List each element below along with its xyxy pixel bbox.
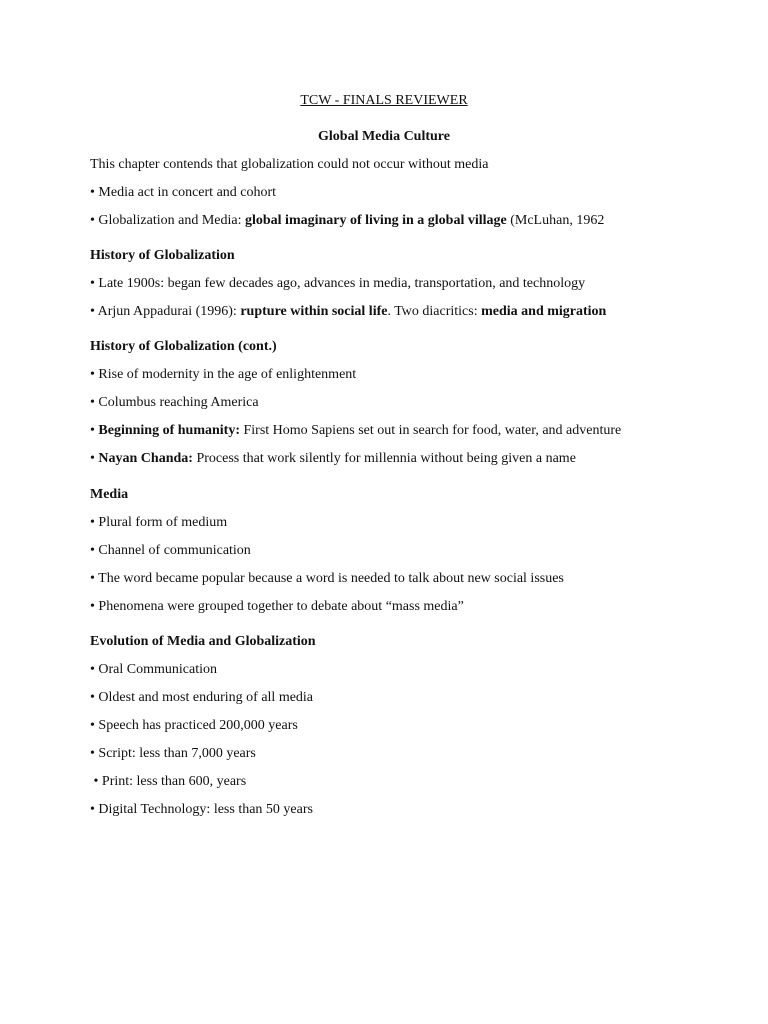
list-item xyxy=(90,303,606,321)
list-item-text: (McLuhan, 1962 xyxy=(506,213,605,228)
document-subtitle xyxy=(0,128,768,146)
list-item-bold: Beginning of humanity: xyxy=(98,423,240,438)
list-item: • Script: less than 7,000 years xyxy=(90,746,256,761)
list-item: • Rise of modernity in the age of enlightenment xyxy=(90,367,357,382)
section-heading xyxy=(90,633,316,651)
document-title: TCW - FINALS REVIEWER xyxy=(300,93,468,108)
list-item: • Speech has practiced 200,000 years xyxy=(90,718,298,733)
subtitle-text: Global Media Culture xyxy=(318,129,450,144)
list-item xyxy=(90,450,576,468)
list-item-text: • Globalization and Media: xyxy=(90,213,245,228)
heading-text: History of Globalization xyxy=(90,248,235,263)
section-heading xyxy=(90,247,235,265)
section-heading xyxy=(90,338,277,356)
list-item: • Plural form of medium xyxy=(90,515,228,530)
list-item-text: Process that work silently for millennia without being given a name xyxy=(192,451,576,466)
section-heading xyxy=(90,486,128,504)
list-item-bold: media and migration xyxy=(481,304,607,319)
list-item-bullet: • xyxy=(90,451,99,466)
list-item-text: First Homo Sapiens set out in search for food, water, and adventure xyxy=(240,423,622,438)
list-item-bold: global imaginary of living in a global village xyxy=(244,213,507,228)
list-item-bold: Nayan Chanda: xyxy=(98,451,193,466)
heading-text: Media xyxy=(90,487,129,502)
list-item-text: • Arjun Appadurai (1996): xyxy=(90,304,241,319)
intro-text: This chapter contends that globalization could not occur without media xyxy=(90,157,489,172)
list-item: • Channel of communication xyxy=(90,543,251,558)
list-item: • Digital Technology: less than 50 years xyxy=(90,802,313,817)
list-item: • Phenomena were grouped together to debate about “mass media” xyxy=(90,599,464,614)
list-item: • Columbus reaching America xyxy=(90,395,259,410)
list-item-bold: rupture within social life xyxy=(240,304,388,319)
list-item-bullet: • xyxy=(90,423,99,438)
heading-text: Evolution of Media and Globalization xyxy=(90,634,316,649)
list-item-text: . Two diacritics: xyxy=(387,304,482,319)
list-item: • Print: less than 600, years xyxy=(90,774,247,789)
list-item: • Oral Communication xyxy=(90,662,217,677)
list-item: • Media act in concert and cohort xyxy=(90,185,277,200)
list-item xyxy=(90,422,621,440)
heading-text: History of Globalization (cont.) xyxy=(90,339,277,354)
list-item: • The word became popular because a word is needed to talk about new social issues xyxy=(90,571,564,586)
list-item xyxy=(90,212,604,230)
list-item: • Late 1900s: began few decades ago, advances in media, transportation, and technology xyxy=(90,276,586,291)
list-item: • Oldest and most enduring of all media xyxy=(90,690,314,705)
